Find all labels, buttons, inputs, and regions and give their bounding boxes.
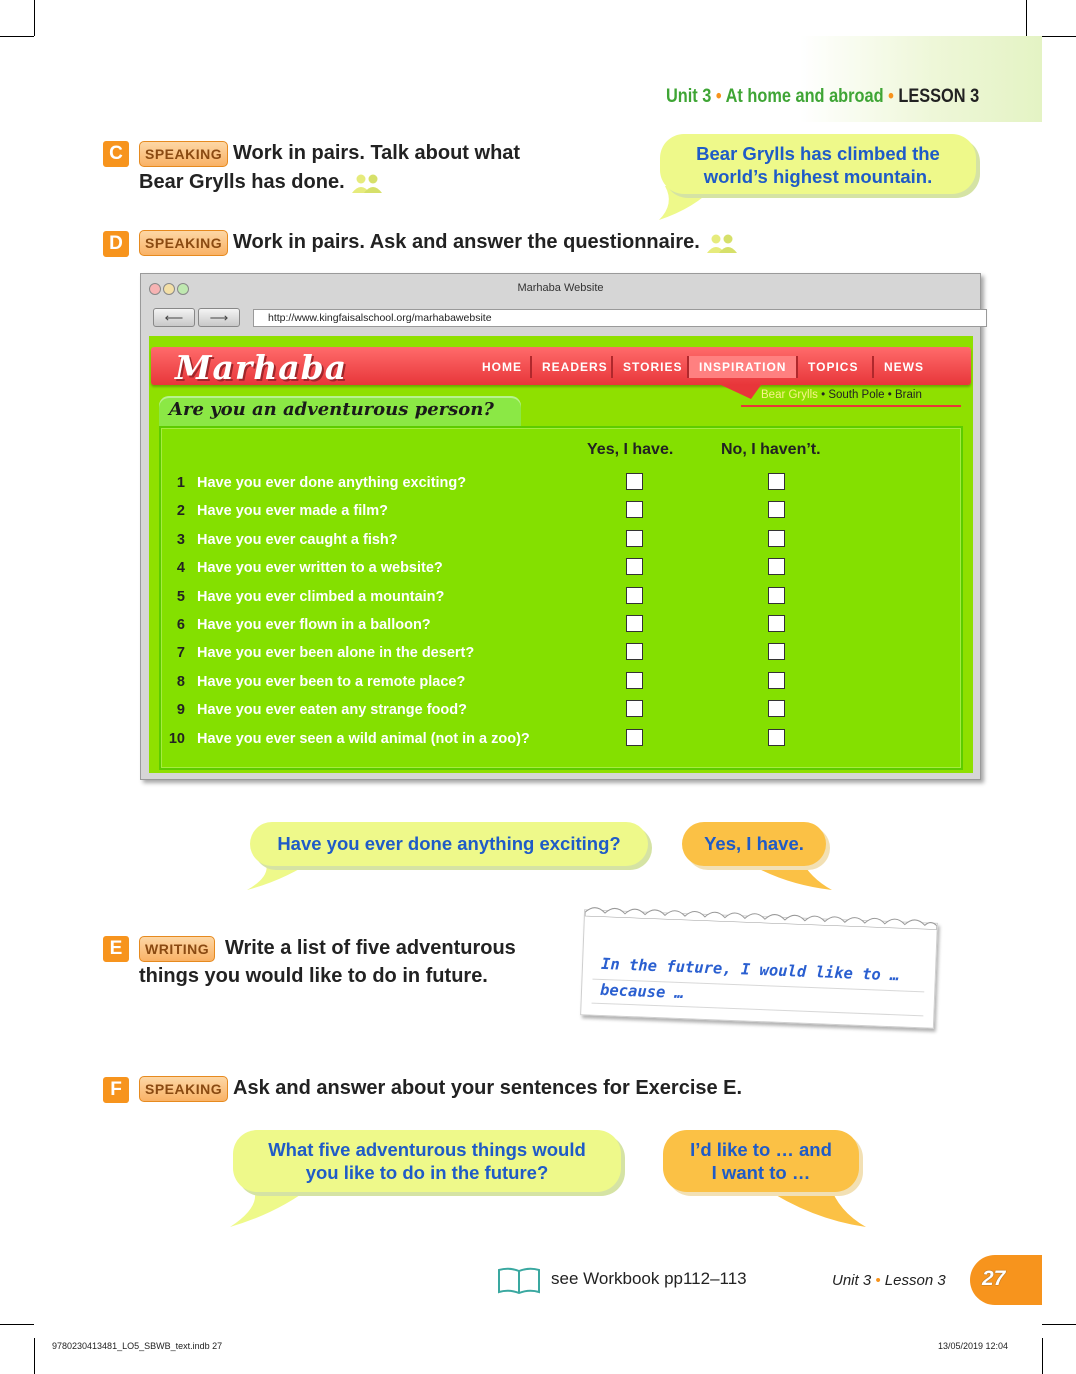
print-slug-left: 9780230413481_LO5_SBWB_text.indb 27 xyxy=(52,1341,223,1351)
no-checkbox[interactable] xyxy=(768,672,785,689)
header-topic: At home and abroad xyxy=(725,86,884,107)
page-number: 27 xyxy=(982,1267,1006,1290)
question-text: Have you ever seen a wild animal (not in a zoo)? xyxy=(197,730,530,747)
header-band xyxy=(800,36,1042,122)
exercise-d-instruction: Work in pairs. Ask and answer the questionnaire. xyxy=(233,231,700,253)
breadcrumb xyxy=(761,389,922,401)
nav-home[interactable]: HOME xyxy=(482,360,522,374)
exercise-letter-d: D xyxy=(103,231,129,257)
yes-checkbox[interactable] xyxy=(626,501,643,518)
no-checkbox[interactable] xyxy=(768,558,785,575)
browser-title: Marhaba Website xyxy=(517,282,604,294)
exercise-e-instruction-line1: Write a list of five adventurous xyxy=(225,937,516,959)
speech-bubble-c xyxy=(660,134,976,194)
exercise-letter-e: E xyxy=(103,936,129,962)
question-number: 1 xyxy=(176,475,185,491)
question-number: 7 xyxy=(176,645,185,662)
exercise-d-instruction-wrap xyxy=(233,228,739,256)
crop-mark xyxy=(0,36,34,37)
yes-checkbox[interactable] xyxy=(626,729,643,746)
speaking-tag: SPEAKING xyxy=(139,141,228,167)
crop-mark xyxy=(34,1338,35,1374)
yes-checkbox[interactable] xyxy=(626,558,643,575)
yes-checkbox[interactable] xyxy=(626,587,643,604)
footer-unit-lesson xyxy=(832,1272,946,1289)
zoom-window-icon[interactable] xyxy=(177,283,189,295)
question-text: Have you ever flown in a balloon? xyxy=(197,617,431,633)
note-line2: because … xyxy=(599,980,685,1003)
questionnaire-title: Are you an adventurous person? xyxy=(169,399,494,420)
minimize-window-icon[interactable] xyxy=(163,283,175,295)
pair-work-icon xyxy=(705,233,739,253)
footer-separator: • xyxy=(875,1272,881,1289)
speaking-tag: SPEAKING xyxy=(139,230,228,256)
no-checkbox[interactable] xyxy=(768,473,785,490)
question-text: Have you ever been to a remote place? xyxy=(197,673,466,690)
crop-mark xyxy=(1042,1324,1076,1325)
note-line1: In the future, I would like to … xyxy=(600,954,900,985)
back-button[interactable] xyxy=(153,308,195,327)
right-arrow-icon: ⟶ xyxy=(209,310,229,325)
crop-mark xyxy=(1042,1338,1043,1374)
note-paper xyxy=(580,909,938,1029)
question-text: Have you ever eaten any strange food? xyxy=(197,702,467,719)
column-no: No, I haven’t. xyxy=(721,441,821,458)
question-number: 10 xyxy=(168,730,185,747)
no-checkbox[interactable] xyxy=(768,729,785,746)
writing-tag: WRITING xyxy=(139,936,215,962)
no-checkbox[interactable] xyxy=(768,643,785,660)
question-text: Have you ever climbed a mountain? xyxy=(197,588,445,605)
crumb-bear-grylls[interactable]: Bear Grylls xyxy=(761,389,818,401)
speech-bubble-answer: Yes, I have. xyxy=(682,822,826,866)
workbook-reference: see Workbook pp112–113 xyxy=(551,1269,747,1288)
question-text: Have you ever done anything exciting? xyxy=(197,475,467,491)
bubble-f-a-line1: I’d like to … and xyxy=(690,1139,832,1160)
nav-stories[interactable]: STORIES xyxy=(611,356,692,378)
forward-button[interactable] xyxy=(198,308,240,327)
exercise-c-instruction-line1: Work in pairs. Talk about what xyxy=(233,142,521,164)
open-book-icon xyxy=(497,1266,541,1294)
nav-inspiration[interactable]: INSPIRATION xyxy=(687,356,796,378)
no-checkbox[interactable] xyxy=(768,615,785,632)
crumb-underline xyxy=(741,405,961,407)
question-number: 6 xyxy=(176,617,185,633)
bubble-c-line1: Bear Grylls has climbed the xyxy=(696,143,940,164)
crop-mark xyxy=(1042,36,1076,37)
print-slug-right: 13/05/2019 12:04 xyxy=(938,1341,1009,1351)
footer-lesson: Lesson 3 xyxy=(884,1272,946,1289)
left-arrow-icon: ⟵ xyxy=(164,310,184,325)
url-bar[interactable]: http://www.kingfaisalschool.org/marhabawebsite xyxy=(253,309,987,327)
header-unit: Unit 3 xyxy=(665,86,712,107)
crop-mark xyxy=(34,0,35,36)
yes-checkbox[interactable] xyxy=(626,473,643,490)
site-logo[interactable]: Marhaba xyxy=(175,348,348,387)
page-header xyxy=(666,86,979,108)
question-number: 4 xyxy=(176,560,185,577)
no-checkbox[interactable] xyxy=(768,587,785,604)
question-text: Have you ever caught a fish? xyxy=(197,531,398,548)
pair-work-icon xyxy=(350,173,384,193)
nav-readers[interactable]: READERS xyxy=(530,356,618,378)
crumb-separator: • xyxy=(887,389,892,401)
header-separator: • xyxy=(887,86,894,107)
page-number-badge xyxy=(970,1255,1042,1305)
browser-window xyxy=(140,273,981,780)
questionnaire-tab xyxy=(159,396,521,427)
crumb-brain[interactable]: Brain xyxy=(895,389,922,401)
nav-pointer xyxy=(721,385,761,401)
yes-checkbox[interactable] xyxy=(626,672,643,689)
exercise-c-instruction-line2-wrap xyxy=(139,168,384,196)
nav-topics[interactable]: TOPICS xyxy=(796,356,868,378)
header-separator: • xyxy=(715,86,722,107)
exercise-letter-f: F xyxy=(103,1077,129,1103)
exercise-e-instruction-line2: things you would like to do in future. xyxy=(139,965,488,987)
footer-unit: Unit 3 xyxy=(832,1272,872,1289)
question-number: 8 xyxy=(176,673,185,690)
header-lesson: LESSON 3 xyxy=(898,86,979,107)
exercise-c-instruction-line2: Bear Grylls has done. xyxy=(139,171,345,193)
speech-bubble-question: Have you ever done anything exciting? xyxy=(250,822,648,866)
question-number: 5 xyxy=(176,588,185,605)
nav-news[interactable]: NEWS xyxy=(872,356,934,378)
question-text: Have you ever been alone in the desert? xyxy=(197,645,475,662)
no-checkbox[interactable] xyxy=(768,530,785,547)
bubble-c-line2: world’s highest mountain. xyxy=(703,166,933,187)
speaking-tag: SPEAKING xyxy=(139,1076,228,1102)
question-number: 2 xyxy=(176,503,185,520)
yes-checkbox[interactable] xyxy=(626,615,643,632)
no-checkbox[interactable] xyxy=(768,700,785,717)
speech-bubble-f-question xyxy=(233,1130,621,1192)
crop-mark xyxy=(0,1324,34,1325)
question-text: Have you ever written to a website? xyxy=(197,560,443,577)
yes-checkbox[interactable] xyxy=(626,700,643,717)
torn-edge xyxy=(585,902,937,930)
crumb-separator: • xyxy=(821,389,826,401)
bubble-f-a-line2: I want to … xyxy=(711,1162,811,1183)
question-number: 9 xyxy=(176,702,185,719)
crop-mark xyxy=(1026,0,1027,36)
speech-bubble-f-answer xyxy=(663,1130,859,1192)
bubble-f-q-line2: you like to do in the future? xyxy=(305,1162,549,1183)
yes-checkbox[interactable] xyxy=(626,643,643,660)
no-checkbox[interactable] xyxy=(768,501,785,518)
column-yes: Yes, I have. xyxy=(587,441,674,458)
exercise-letter-c: C xyxy=(103,141,129,167)
yes-checkbox[interactable] xyxy=(626,530,643,547)
question-text: Have you ever made a film? xyxy=(197,503,388,520)
exercise-f-instruction: Ask and answer about your sentences for Exercise E. xyxy=(233,1077,743,1099)
bubble-f-q-line1: What five adventurous things would xyxy=(268,1139,586,1160)
crumb-south-pole[interactable]: South Pole xyxy=(828,389,885,401)
close-window-icon[interactable] xyxy=(149,283,161,295)
question-number: 3 xyxy=(176,531,185,548)
